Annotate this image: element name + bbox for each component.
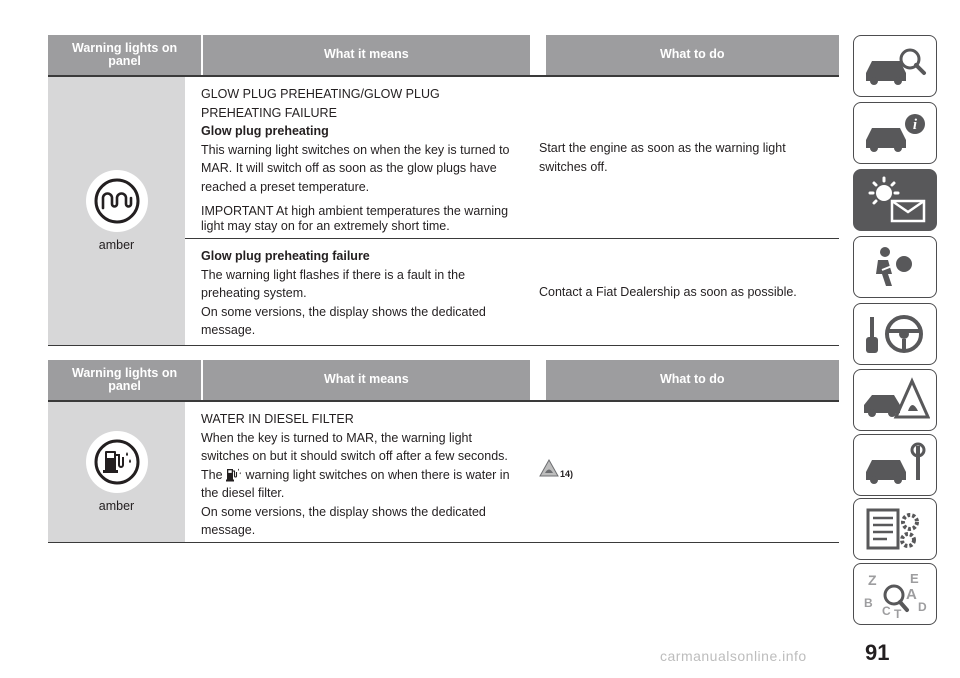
page-number: 91 (865, 640, 890, 665)
car-search-icon (860, 43, 930, 89)
header-means: What it means (203, 360, 529, 400)
row-text: This warning light switches on when the key is turned to MAR. It will switch off as soon as the glow plugs have reached a preset temperature. (201, 142, 510, 194)
table-row (185, 239, 839, 345)
tab-car-info[interactable] (853, 102, 937, 164)
tab-airbag[interactable] (853, 236, 937, 298)
car-info-icon (860, 110, 930, 156)
color-label: amber (98, 499, 135, 513)
header-panel: Warning lights on panel (48, 35, 201, 75)
row-action: Start the engine as soon as the warning light switches off. (539, 141, 786, 174)
table-header (48, 360, 839, 400)
warning-table-water-in-diesel (48, 360, 839, 543)
tab-warning-lights[interactable] (853, 169, 937, 231)
warning-reference: 14) (560, 469, 574, 479)
header-todo: What to do (546, 360, 839, 400)
row-text: The warning light flashes if there is a fault in the preheating system. (201, 267, 466, 300)
warning-light-envelope-icon (860, 175, 930, 225)
row-text: On some versions, the display shows the dedicated message. (201, 504, 486, 537)
key-steering-wheel-icon (860, 311, 930, 357)
tab-key-steering[interactable] (853, 303, 937, 365)
water-in-diesel-inline-icon (226, 467, 242, 482)
header-todo: What to do (546, 35, 839, 75)
icon-column (48, 402, 185, 542)
row-subtitle: Glow plug preheating (201, 124, 329, 138)
row-text-with-icon: The warning light switches on when there is water in the diesel filter. (201, 467, 510, 500)
watermark: carmanualsonline.info (660, 648, 807, 664)
warning-triangle-icon (539, 459, 559, 477)
row-title: WATER IN DIESEL FILTER (201, 412, 354, 426)
svg-text:E: E (910, 571, 919, 586)
tab-technical-data[interactable] (853, 498, 937, 560)
table-bottom-rule (48, 542, 839, 543)
svg-text:i: i (912, 117, 918, 133)
svg-text:Z: Z (868, 572, 877, 588)
icon-column (48, 77, 185, 345)
svg-text:C: C (882, 604, 891, 618)
table-row (185, 402, 839, 542)
airbag-person-icon (860, 244, 930, 290)
row-subtitle: Glow plug preheating failure (201, 249, 370, 263)
row-title: GLOW PLUG PREHEATING/GLOW PLUG PREHEATING FAILURE (201, 87, 440, 120)
important-note: IMPORTANT At high ambient temperatures the warning light may stay on for an extremely short time. (201, 204, 509, 233)
svg-text:B: B (864, 596, 873, 610)
car-crash-warning-icon (860, 377, 930, 423)
tab-emergency[interactable] (853, 369, 937, 431)
row-action: Contact a Fiat Dealership as soon as possible. (539, 284, 797, 299)
row-text: When the key is turned to MAR, the warning light switches on but it should switch off after a few seconds. (201, 430, 508, 463)
tab-car-search[interactable] (853, 35, 937, 97)
header-means: What it means (203, 35, 529, 75)
table-row (185, 77, 839, 238)
tab-index[interactable] (853, 563, 937, 625)
warning-table-glow-plug (48, 35, 839, 346)
svg-text:T: T (894, 607, 902, 619)
car-wrench-icon (860, 442, 930, 488)
tab-maintenance[interactable] (853, 434, 937, 496)
svg-text:D: D (918, 600, 927, 614)
header-panel: Warning lights on panel (48, 360, 201, 400)
row-text: On some versions, the display shows the dedicated message. (201, 304, 486, 337)
table-bottom-rule (48, 345, 839, 346)
water-in-diesel-icon (86, 431, 148, 493)
alphabet-index-icon (860, 569, 930, 619)
table-header (48, 35, 839, 75)
svg-text:A: A (906, 586, 917, 603)
glow-plug-icon (86, 170, 148, 232)
color-label: amber (98, 238, 135, 252)
specs-gears-icon (860, 506, 930, 552)
